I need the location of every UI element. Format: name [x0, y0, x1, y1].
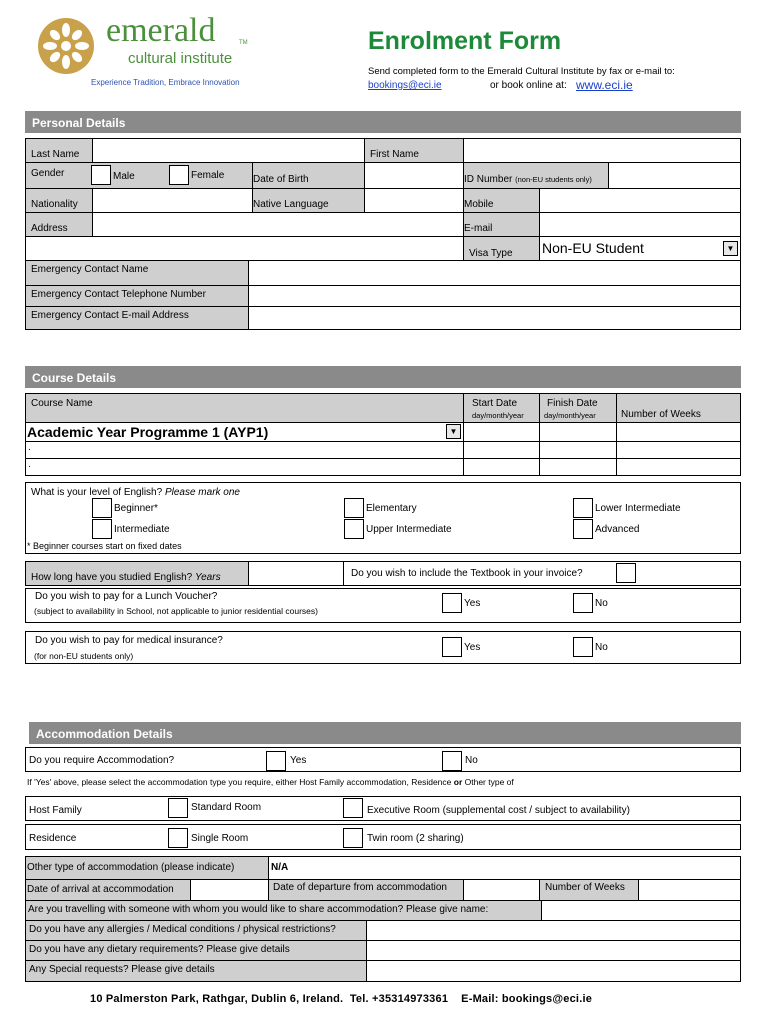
last-name-label: Last Name	[31, 149, 80, 160]
arrival-label: Date of arrival at accommodation	[27, 884, 174, 895]
medical-yes-checkbox[interactable]	[442, 637, 462, 657]
course2-finish-input[interactable]	[539, 441, 617, 459]
emergency-phone-input[interactable]	[248, 285, 741, 307]
dietary-label: Do you have any dietary requirements? Please give details	[29, 944, 290, 955]
lower-intermediate-label: Lower Intermediate	[595, 503, 681, 514]
lunch-note: (subject to availability in School, not applicable to junior residential courses)	[34, 606, 318, 616]
standard-room-label: Standard Room	[191, 802, 262, 813]
mobile-input[interactable]	[539, 188, 741, 213]
course2-name-input[interactable]	[25, 441, 464, 459]
special-requests-input[interactable]	[366, 960, 741, 982]
id-number-note: (non-EU students only)	[515, 175, 592, 184]
logo-emblem-icon	[36, 16, 96, 76]
accommodation-yes-label: Yes	[290, 755, 307, 766]
course-name-label: Course Name	[31, 398, 93, 409]
lunch-no-label: No	[595, 598, 608, 609]
upper-intermediate-label: Upper Intermediate	[366, 524, 452, 535]
first-name-input[interactable]	[463, 138, 741, 163]
accommodation-no-checkbox[interactable]	[442, 751, 462, 771]
course-details-header: Course Details	[25, 366, 741, 388]
email-label: E-mail	[464, 223, 493, 234]
lunch-question: Do you wish to pay for a Lunch Voucher?	[35, 591, 218, 602]
footer-address: 10 Palmerston Park, Rathgar, Dublin 6, Ireland.	[90, 993, 344, 1005]
medical-no-checkbox[interactable]	[573, 637, 593, 657]
lower-intermediate-checkbox[interactable]	[573, 498, 593, 518]
medical-question: Do you wish to pay for medical insurance?	[35, 635, 223, 646]
start-date-label: Start Date	[472, 398, 518, 409]
advanced-label: Advanced	[595, 524, 640, 535]
twin-room-label: Twin room (2 sharing)	[367, 833, 464, 844]
course2-weeks-input[interactable]	[616, 441, 741, 459]
footer-tel: Tel. +35314973361	[349, 993, 449, 1005]
start-date-format: day/month/year	[472, 411, 524, 420]
medical-no-label: No	[595, 642, 608, 653]
lunch-yes-checkbox[interactable]	[442, 593, 462, 613]
accommodation-weeks-label: Number of Weeks	[545, 882, 625, 893]
beginner-note: * Beginner courses start on fixed dates	[27, 541, 182, 551]
travelling-input[interactable]	[541, 900, 741, 921]
course3-name-input[interactable]	[25, 458, 464, 476]
intermediate-label: Intermediate	[114, 524, 170, 535]
visa-dropdown-button[interactable]	[723, 241, 738, 256]
accommodation-header: Accommodation Details	[29, 722, 741, 744]
upper-intermediate-checkbox[interactable]	[344, 519, 364, 539]
other-type-value: N/A	[271, 862, 289, 873]
logo	[36, 12, 266, 91]
emergency-name-input[interactable]	[248, 260, 741, 286]
instructions-part-a: If 'Yes' above, please select the accommodation type you require, either Host Family accommodation, Residence	[27, 777, 452, 787]
instructions-part-b: Other type of	[464, 777, 514, 787]
executive-room-label: Executive Room (supplemental cost / subject to availability)	[367, 805, 630, 816]
id-number-label	[464, 174, 592, 185]
medical-yes-label: Yes	[464, 642, 481, 653]
lunch-no-checkbox[interactable]	[573, 593, 593, 613]
departure-label: Date of departure from accommodation	[273, 882, 447, 893]
other-type-input[interactable]	[268, 856, 741, 880]
visa-type-label: Visa Type	[469, 248, 513, 259]
single-room-checkbox[interactable]	[168, 828, 188, 848]
textbook-checkbox[interactable]	[616, 563, 636, 583]
advanced-checkbox[interactable]	[573, 519, 593, 539]
course3-dot: .	[28, 459, 31, 470]
dob-input[interactable]	[364, 162, 464, 189]
dob-label: Date of Birth	[253, 174, 309, 185]
address-label: Address	[31, 223, 68, 234]
elementary-label: Elementary	[366, 503, 417, 514]
weeks-label: Number of Weeks	[621, 409, 701, 420]
footer-email: E-Mail: bookings@eci.ie	[461, 993, 593, 1005]
first-name-label: First Name	[370, 149, 419, 160]
intermediate-checkbox[interactable]	[92, 519, 112, 539]
single-room-label: Single Room	[191, 833, 249, 844]
require-accommodation-label: Do you require Accommodation?	[29, 755, 175, 766]
male-label: Male	[113, 171, 135, 182]
emergency-name-label: Emergency Contact Name	[31, 264, 149, 275]
address-line2-input[interactable]	[25, 236, 464, 261]
course2-start-input[interactable]	[463, 441, 540, 459]
visa-type-value: Non-EU Student	[542, 240, 644, 256]
course1-finish-input[interactable]	[539, 422, 617, 442]
twin-room-checkbox[interactable]	[343, 828, 363, 848]
elementary-checkbox[interactable]	[344, 498, 364, 518]
instructions-or: or	[453, 777, 463, 787]
course-dropdown-button[interactable]	[446, 424, 461, 439]
female-label: Female	[191, 170, 225, 181]
how-long-label	[31, 572, 221, 583]
allergies-label: Do you have any allergies / Medical conditions / physical restrictions?	[29, 924, 336, 935]
page-title: Enrolment Form	[368, 27, 562, 55]
native-language-input[interactable]	[364, 188, 464, 213]
emergency-email-label: Emergency Contact E-mail Address	[31, 310, 189, 321]
website-link[interactable]: www.eci.ie	[576, 78, 633, 92]
how-long-text: How long have you studied English?	[31, 572, 193, 583]
course3-start-input[interactable]	[463, 458, 540, 476]
textbook-label: Do you wish to include the Textbook in your invoice?	[351, 568, 583, 579]
male-checkbox[interactable]	[91, 165, 111, 185]
years-hint: Years	[195, 572, 221, 583]
id-number-input[interactable]	[608, 162, 741, 189]
accommodation-yes-checkbox[interactable]	[266, 751, 286, 771]
emergency-email-input[interactable]	[248, 306, 741, 330]
travelling-label: Are you travelling with someone with whom you would like to share accommodation? Please give name:	[28, 904, 489, 915]
book-online-text: or book online at:	[490, 80, 567, 91]
host-family-label: Host Family	[29, 805, 82, 816]
how-long-input[interactable]	[248, 561, 344, 586]
address-input[interactable]	[92, 212, 464, 237]
accommodation-weeks-input[interactable]	[638, 879, 741, 901]
beginner-checkbox[interactable]	[92, 498, 112, 518]
level-question	[31, 487, 240, 498]
nationality-input[interactable]	[92, 188, 253, 213]
course-name-value: Academic Year Programme 1 (AYP1)	[27, 424, 269, 440]
last-name-input[interactable]	[92, 138, 365, 163]
accommodation-no-label: No	[465, 755, 478, 766]
emergency-phone-label: Emergency Contact Telephone Number	[31, 289, 206, 300]
medical-note: (for non-EU students only)	[34, 651, 134, 661]
native-language-label: Native Language	[253, 199, 329, 210]
accommodation-instructions	[27, 777, 514, 787]
instructions-text: Send completed form to the Emerald Cultural Institute by fax or e-mail to:	[368, 66, 675, 77]
dietary-input[interactable]	[366, 940, 741, 961]
email-input[interactable]	[539, 212, 741, 237]
other-type-label: Other type of accommodation (please indicate)	[27, 862, 235, 873]
logo-subtitle: cultural institute	[128, 50, 233, 67]
residence-label: Residence	[29, 833, 77, 844]
logo-name: emerald	[106, 12, 216, 49]
logo-tagline: Experience Tradition, Embrace Innovation	[91, 78, 240, 87]
female-checkbox[interactable]	[169, 165, 189, 185]
departure-input[interactable]	[463, 879, 540, 901]
footer	[90, 993, 592, 1005]
level-hint: Please mark one	[164, 487, 240, 498]
standard-room-checkbox[interactable]	[168, 798, 188, 818]
gender-label: Gender	[31, 168, 65, 179]
allergies-input[interactable]	[366, 920, 741, 941]
course2-dot: .	[28, 442, 31, 453]
beginner-label: Beginner*	[114, 503, 158, 514]
executive-room-checkbox[interactable]	[343, 798, 363, 818]
id-number-text: ID Number	[464, 174, 513, 185]
finish-date-format: day/month/year	[544, 411, 596, 420]
finish-date-label: Finish Date	[547, 398, 598, 409]
course3-finish-input[interactable]	[539, 458, 617, 476]
course1-start-input[interactable]	[463, 422, 540, 442]
logo-tm: TM	[239, 40, 248, 46]
lunch-yes-label: Yes	[464, 598, 481, 609]
nationality-label: Nationality	[31, 199, 78, 210]
email-link[interactable]: bookings@eci.ie	[368, 80, 442, 91]
special-requests-label: Any Special requests? Please give details	[29, 964, 215, 975]
chevron-down-icon: ▼	[449, 427, 458, 436]
personal-details-header: Personal Details	[25, 111, 741, 133]
level-question-text: What is your level of English?	[31, 487, 163, 498]
chevron-down-icon: ▼	[726, 244, 735, 253]
course1-weeks-input[interactable]	[616, 422, 741, 442]
arrival-input[interactable]	[190, 879, 269, 901]
mobile-label: Mobile	[464, 199, 494, 210]
course3-weeks-input[interactable]	[616, 458, 741, 476]
